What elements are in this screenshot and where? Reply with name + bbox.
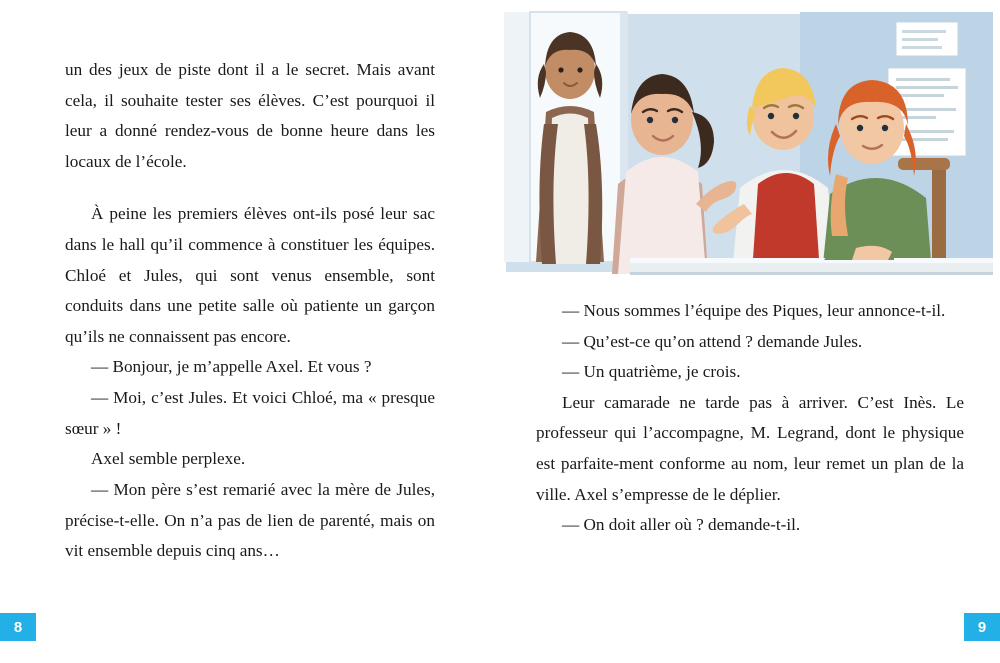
page-number-right: 9 <box>964 613 1000 641</box>
paragraph: Leur camarade ne tarde pas à arriver. C’est Inès. Le professeur qui l’accompagne, M. Legrand, dont le physique est parfaite-ment conforme au nom, leur remet un plan de la ville. Axel s’empresse de le déplier. <box>536 392 964 504</box>
chapter-illustration <box>500 8 997 280</box>
paragraph: À peine les premiers élèves ont-ils posé leur sac dans le hall qu’il commence à constituer les équipes. Chloé et Jules, qui sont venus ensemble, sont conduits dans une petite salle où patiente un garçon qu’ils ne connaissent pas encore. <box>65 204 435 346</box>
right-page-text <box>536 296 964 541</box>
paragraph: — Nous sommes l’équipe des Piques, leur annonce-t-il. <box>562 301 946 320</box>
paragraph: Axel semble perplexe. <box>91 449 246 469</box>
paragraph: — On doit aller où ? demande-t-il. <box>562 515 801 535</box>
paragraph: — Mon père s’est remarié avec la mère de Jules, précise-t-elle. On n’a pas de lien de parenté, mais on vit ensemble depuis cinq ans… <box>65 479 435 561</box>
page-number-left: 8 <box>0 613 36 641</box>
paragraph: — Moi, c’est Jules. Et voici Chloé, ma « presque sœur » ! <box>65 388 435 438</box>
paragraph: — Un quatrième, je crois. <box>562 362 741 382</box>
paragraph: un des jeux de piste dont il a le secret. Mais avant cela, il souhaite tester ses élèves. C’est pourquoi il leur a donné rendez-vous de bonne heure dans les locaux de l’école. <box>65 60 435 171</box>
paragraph: — Qu’est-ce qu’on attend ? demande Jules. <box>562 331 863 351</box>
right-page <box>500 0 1000 663</box>
paragraph: — Bonjour, je m’appelle Axel. Et vous ? <box>91 357 372 377</box>
